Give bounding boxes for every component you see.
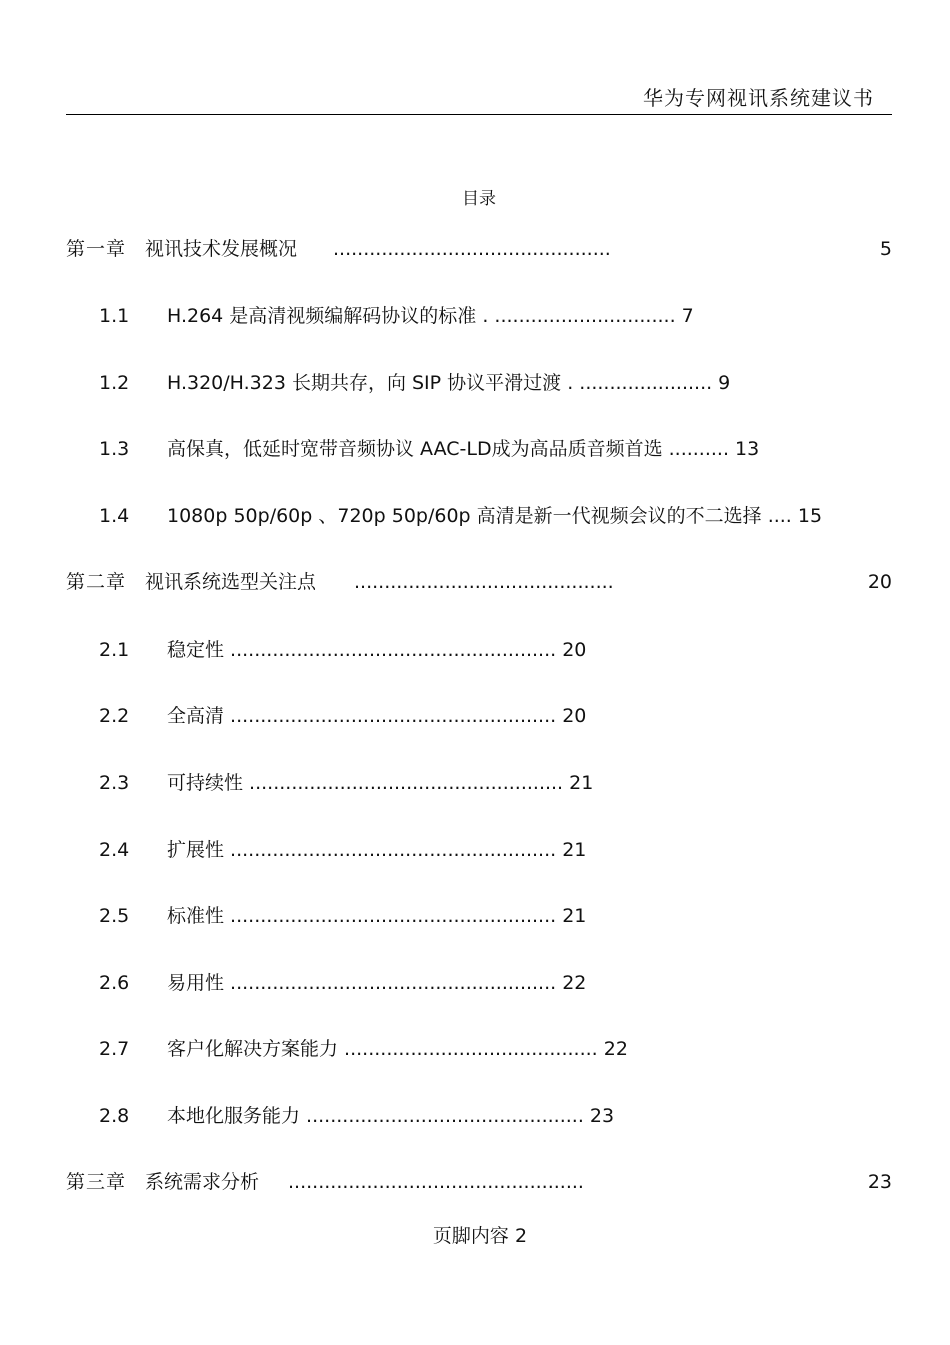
chapter-title: 系统需求分析 (145, 1171, 260, 1193)
leader-dots: .............................................. (333, 238, 611, 260)
section-entry: 1080p 50p/60p 、720p 50p/60p 高清是新一代视频会议的不二选择 .... 15 (167, 505, 823, 527)
chapter-title: 视讯技术发展概况 (145, 238, 298, 260)
section-number: 1.4 (99, 505, 130, 527)
section-entry: 本地化服务能力 .............................................. 23 (167, 1105, 615, 1127)
toc-section-row[interactable] (0, 370, 950, 396)
section-number: 2.6 (99, 972, 130, 994)
header-title: 华为专网视讯系统建议书 (643, 86, 874, 110)
section-number: 1.2 (99, 372, 130, 394)
toc-section-row[interactable] (0, 1036, 950, 1062)
toc-section-row[interactable] (0, 903, 950, 929)
section-entry: 可持续性 .................................................... 21 (167, 772, 594, 794)
section-number: 2.5 (99, 905, 130, 927)
section-entry: 高保真，低延时宽带音频协议 AAC-LD成为高品质音频首选 .......... 13 (167, 438, 760, 460)
toc-title: 目录 (462, 189, 496, 209)
toc-section-row[interactable] (0, 770, 950, 796)
page-footer: 页脚内容 2 (432, 1225, 528, 1247)
section-entry: H.320/H.323 长期共存，向 SIP 协议平滑过渡 . ...................... 9 (167, 372, 731, 394)
section-entry: 全高清 ...................................................... 20 (167, 705, 587, 727)
section-number: 1.3 (99, 438, 130, 460)
chapter-label: 第一章 (66, 238, 127, 260)
toc-chapter-row[interactable] (0, 236, 950, 262)
section-entry: 扩展性 ...................................................... 21 (167, 839, 587, 861)
section-entry: 客户化解决方案能力 .......................................... 22 (167, 1038, 628, 1060)
page-number: 5 (879, 238, 892, 260)
toc-section-row[interactable] (0, 503, 950, 529)
section-entry: H.264 是高清视频编解码协议的标准 . .............................. 7 (167, 305, 694, 327)
leader-dots: ................................................. (288, 1171, 584, 1193)
toc-chapter-row[interactable] (0, 569, 950, 595)
section-number: 2.1 (99, 639, 130, 661)
toc-section-row[interactable] (0, 637, 950, 663)
section-number: 2.4 (99, 839, 130, 861)
section-number: 2.3 (99, 772, 130, 794)
section-number: 2.2 (99, 705, 130, 727)
chapter-title: 视讯系统选型关注点 (145, 571, 317, 593)
toc-section-row[interactable] (0, 703, 950, 729)
toc-chapter-row[interactable] (0, 1169, 950, 1195)
section-entry: 标准性 ...................................................... 21 (167, 905, 587, 927)
page-number: 23 (867, 1171, 892, 1193)
toc-section-row[interactable] (0, 303, 950, 329)
toc-section-row[interactable] (0, 436, 950, 462)
leader-dots: ........................................... (354, 571, 614, 593)
chapter-label: 第三章 (66, 1171, 127, 1193)
section-entry: 易用性 ...................................................... 22 (167, 972, 587, 994)
chapter-label: 第二章 (66, 571, 127, 593)
toc-section-row[interactable] (0, 970, 950, 996)
section-number: 1.1 (99, 305, 130, 327)
section-entry: 稳定性 ...................................................... 20 (167, 639, 587, 661)
toc-section-row[interactable] (0, 1103, 950, 1129)
section-number: 2.7 (99, 1038, 130, 1060)
toc-section-row[interactable] (0, 837, 950, 863)
section-number: 2.8 (99, 1105, 130, 1127)
page-number: 20 (867, 571, 892, 593)
header-rule (66, 114, 892, 115)
